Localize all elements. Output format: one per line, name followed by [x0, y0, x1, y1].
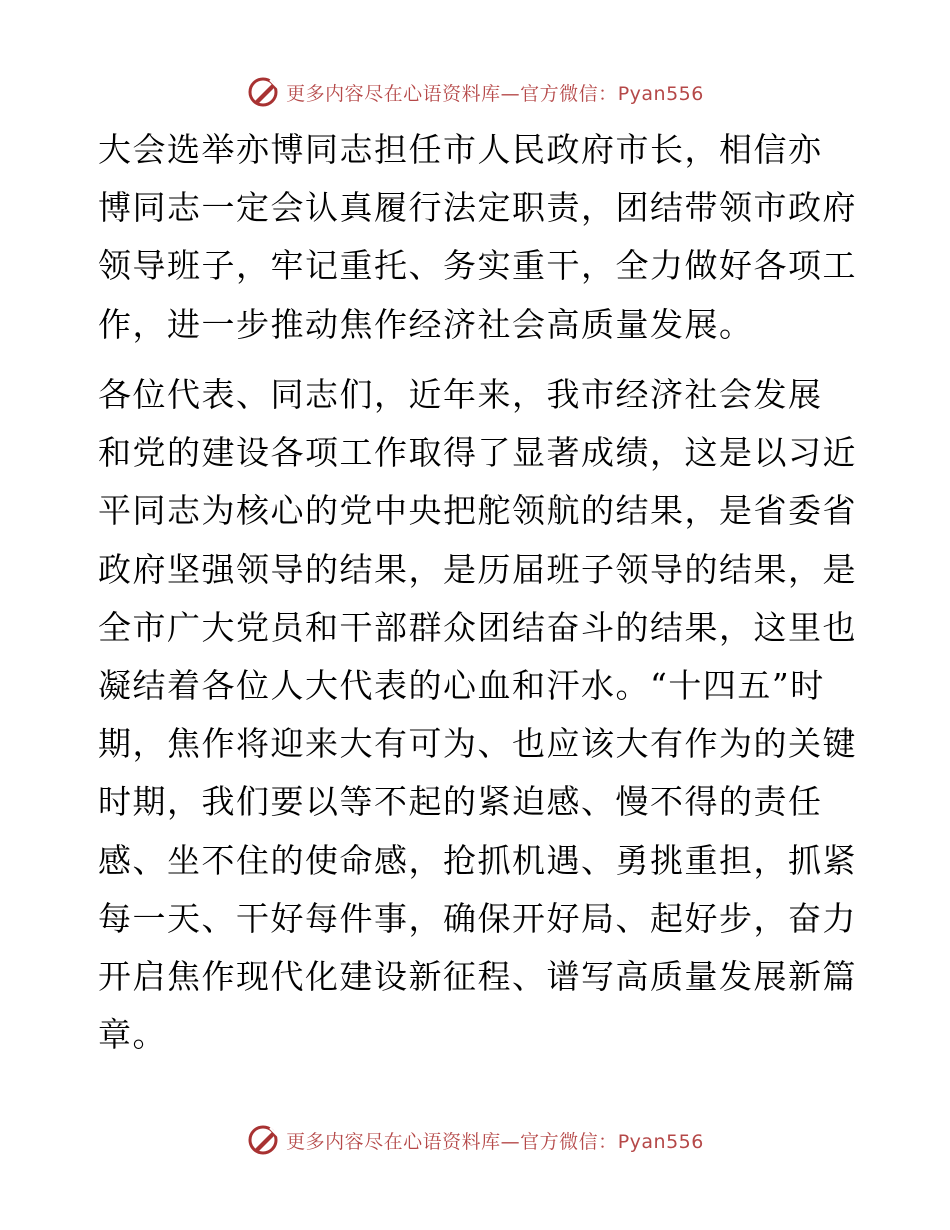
banner-official-label: 官方微信：: [520, 1130, 618, 1153]
text-line: 开启焦作现代化建设新征程、谱写高质量发展新篇: [98, 956, 857, 996]
text-line: 感、坐不住的使命感，抢抓机遇、勇挑重担，抓紧: [98, 840, 857, 880]
text-line: 每一天、干好每件事，确保开好局、起好步，奋力: [98, 898, 857, 938]
text-line: 章。: [98, 1015, 167, 1055]
banner-official-label: 官方微信：: [520, 82, 618, 105]
text-line: 作，进一步推动焦作经济社会高质量发展。: [98, 304, 754, 344]
text-line: 凝结着各位人大代表的心血和汗水。“十四五”时: [98, 665, 825, 705]
banner-text: [286, 1127, 704, 1154]
paragraph-2: [98, 366, 858, 1064]
text-line: 期，焦作将迎来大有可为、也应该大有作为的关键: [98, 724, 857, 764]
pen-circle-logo-icon: [246, 74, 282, 110]
text-line: 全市广大党员和干部群众团结奋斗的结果，这里也: [98, 607, 857, 647]
text-line: 领导班子，牢记重托、务实重干，全力做好各项工: [98, 246, 857, 286]
banner-promo: 更多内容尽在心语资料库: [286, 82, 501, 105]
text-line: 时期，我们要以等不起的紧迫感、慢不得的责任: [98, 782, 823, 822]
banner-text: [286, 79, 704, 106]
pen-circle-logo-icon: [246, 1122, 282, 1158]
text-line: 平同志为核心的党中央把舵领航的结果，是省委省: [98, 491, 857, 531]
text-line: 和党的建设各项工作取得了显著成绩，这是以习近: [98, 433, 857, 473]
banner-promo: 更多内容尽在心语资料库: [286, 1130, 501, 1153]
paragraph-1: [98, 121, 858, 354]
banner-separator: —: [500, 82, 521, 105]
text-line: 各位代表、同志们，近年来，我市经济社会发展: [98, 375, 823, 414]
text-line: 政府坚强领导的结果，是历届班子领导的结果，是: [98, 549, 857, 589]
header-banner: [0, 70, 950, 114]
text-line: 大会选举亦博同志担任市人民政府市长，相信亦: [98, 130, 823, 169]
banner-wechat-handle: Pyan556: [617, 1130, 704, 1153]
text-line: 博同志一定会认真履行法定职责，团结带领市政府: [98, 188, 857, 228]
banner-wechat-handle: Pyan556: [617, 82, 704, 105]
banner-separator: —: [500, 1130, 521, 1153]
footer-banner: [0, 1118, 950, 1162]
